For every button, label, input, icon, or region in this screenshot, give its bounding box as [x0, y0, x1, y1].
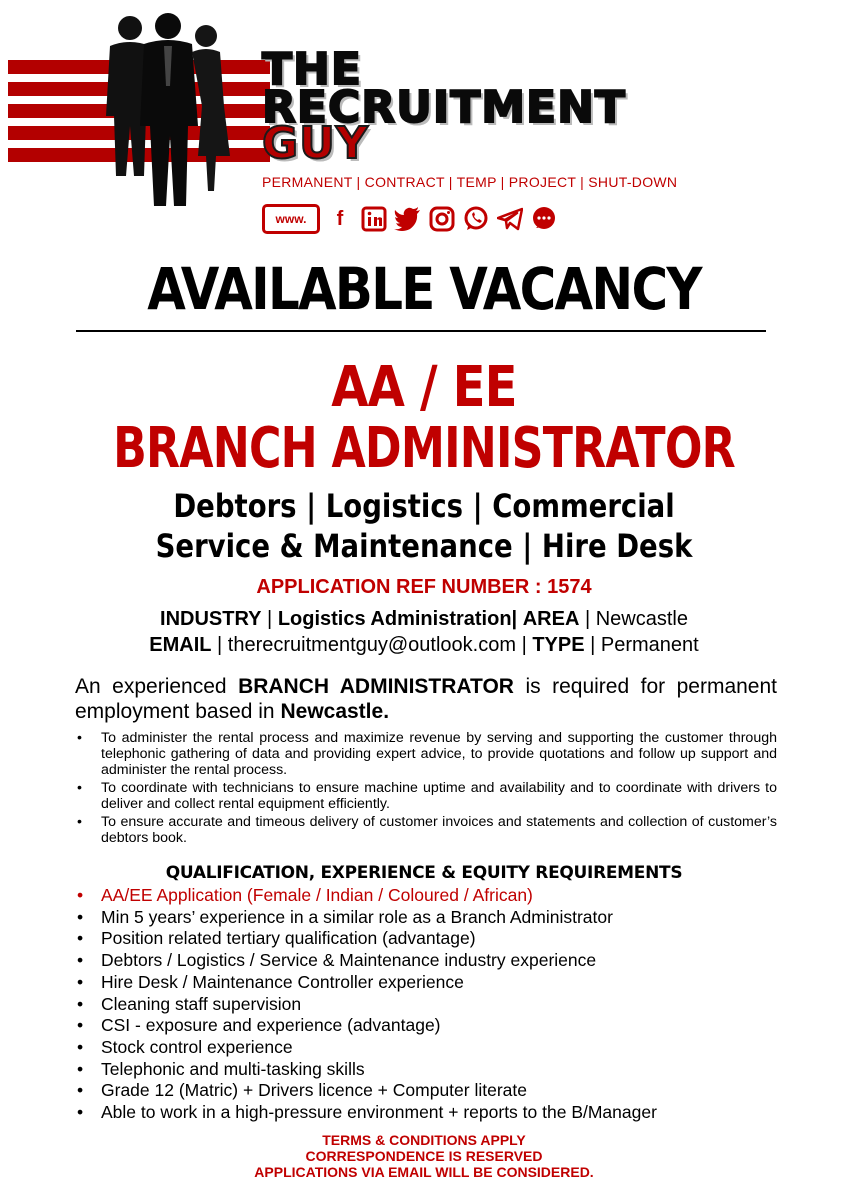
duties-list — [75, 730, 777, 848]
intro-role: BRANCH ADMINISTRATOR — [238, 675, 514, 698]
requirement-item: • Min 5 years’ experience in a similar role as a Branch Administrator — [75, 907, 795, 929]
requirement-item: • Able to work in a high-pressure environment + reports to the B/Manager — [75, 1102, 795, 1124]
terms-line: TERMS & CONDITIONS APPLY — [322, 1132, 526, 1148]
industry-value: Logistics Administration — [277, 608, 512, 630]
duty-item: • To coordinate with technicians to ensure machine uptime and availability and to coordinate with drivers to deliver and collect rental equipment efficiently. — [75, 780, 777, 812]
businesspeople-silhouette-icon — [98, 6, 258, 212]
requirements-title: QUALIFICATION, EXPERIENCE & EQUITY REQUIREMENTS — [165, 863, 683, 883]
requirement-item: • Debtors / Logistics / Service & Maintenance industry experience — [75, 950, 795, 972]
area-value: Newcastle — [595, 608, 688, 630]
twitter-icon[interactable] — [394, 205, 422, 233]
application-reference: APPLICATION REF NUMBER : 1574 — [256, 576, 592, 598]
heading-divider — [76, 330, 766, 332]
requirement-item: • Cleaning staff supervision — [75, 994, 795, 1016]
type-value: Permanent — [600, 634, 699, 656]
intro-paragraph — [75, 674, 777, 724]
email-type-line: EMAIL | therecruitmentguy@outlook.com | TYPE | Permanent — [149, 634, 699, 656]
requirement-item: • AA/EE Application (Female / Indian / Coloured / African) — [75, 885, 795, 907]
area-label: AREA — [522, 608, 580, 630]
email-address[interactable]: therecruitmentguy@outlook.com — [227, 634, 517, 656]
logo-word-guy: GUY — [262, 118, 369, 169]
industry-area-line: INDUSTRY | Logistics Administration| AREA | Newcastle — [160, 608, 688, 630]
industry-label: INDUSTRY — [160, 608, 262, 630]
social-icons — [262, 202, 558, 236]
requirement-item: • Stock control experience — [75, 1037, 795, 1059]
departments-line-1: Debtors | Logistics | Commercial — [173, 487, 675, 525]
intro-text: An experienced — [75, 675, 227, 698]
email-label: EMAIL — [149, 634, 212, 656]
departments-line-2: Service & Maintenance | Hire Desk — [155, 527, 693, 565]
web-icon[interactable]: www. — [262, 204, 320, 234]
whatsapp-icon[interactable] — [462, 205, 490, 233]
requirements-list — [75, 885, 795, 1124]
logo-word-recruitment: RECRUITMENT — [262, 82, 626, 133]
terms-line: CORRESPONDENCE IS RESERVED — [305, 1148, 543, 1164]
duty-item: • To administer the rental process and maximize revenue by serving and supporting the customer through telephonic gathering of data and providing expert advice, to provide quotations and follow up support and administer the rental process. — [75, 730, 777, 778]
role-title: BRANCH ADMINISTRATOR — [113, 416, 735, 481]
requirement-item: • Telephonic and multi-tasking skills — [75, 1059, 795, 1081]
requirement-item: • Hire Desk / Maintenance Controller experience — [75, 972, 795, 994]
chat-icon[interactable] — [530, 205, 558, 233]
duty-item: • To ensure accurate and timeous delivery of customer invoices and statements and collection of customer’s debtors book. — [75, 814, 777, 846]
instagram-icon[interactable] — [428, 205, 456, 233]
intro-location: Newcastle. — [280, 700, 390, 723]
services-tagline: PERMANENT | CONTRACT | TEMP | PROJECT | SHUT-DOWN — [262, 174, 678, 190]
page-title: AVAILABLE VACANCY — [147, 255, 701, 323]
role-equity-tag: AA / EE — [331, 355, 517, 420]
telegram-icon[interactable] — [496, 205, 524, 233]
linkedin-icon[interactable] — [360, 205, 388, 233]
requirement-item: • CSI - exposure and experience (advantage) — [75, 1015, 795, 1037]
facebook-icon[interactable]: f — [336, 207, 344, 230]
type-label: TYPE — [532, 634, 585, 656]
intro-text: is required for permanent employment based in — [75, 675, 777, 723]
terms-line: APPLICATIONS VIA EMAIL WILL BE CONSIDERED. — [254, 1164, 594, 1180]
logo-word-the: THE — [262, 44, 362, 95]
requirement-item: • Grade 12 (Matric) + Drivers licence + Computer literate — [75, 1080, 795, 1102]
requirement-item: • Position related tertiary qualification (advantage) — [75, 928, 795, 950]
